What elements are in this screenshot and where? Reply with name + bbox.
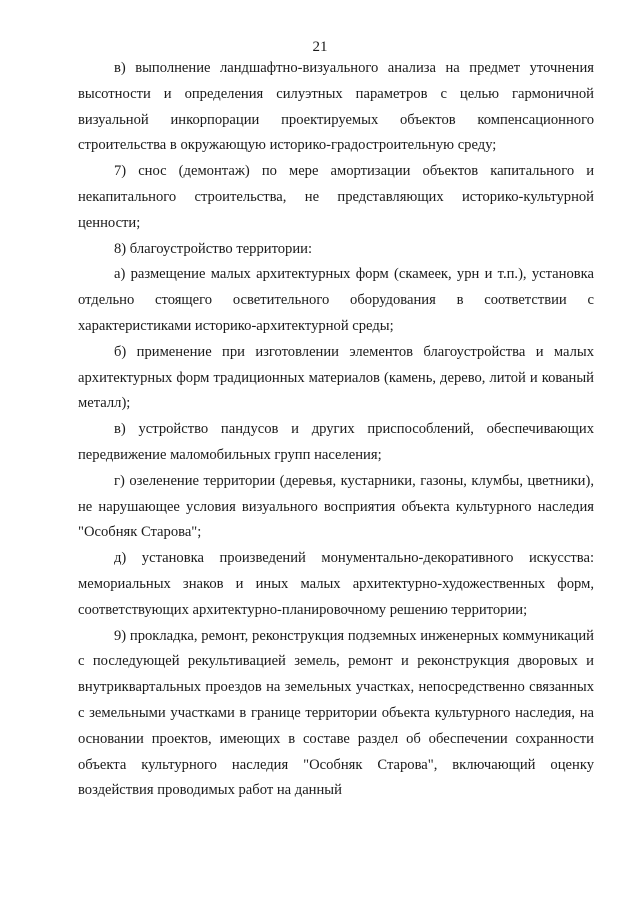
paragraph-greening: г) озеленение территории (деревья, кустарники, газоны, клумбы, цветники), не нарушающее условия визуального восприятия объекта культурного наследия "Особняк Старова"; bbox=[78, 472, 594, 541]
paragraph-ramps: в) устройство пандусов и других приспособлений, обеспечивающих передвижение маломобильных групп населения; bbox=[78, 421, 594, 463]
paragraph-small-forms: а) размещение малых архитектурных форм (скамеек, урн и т.п.), установка отдельно стоящего осветительного оборудования в соответствии с характеристиками историко-архитектурной среды; bbox=[78, 266, 594, 334]
paragraph-monumental-art: д) установка произведений монументально-декоративного искусства: мемориальных знаков и иных малых архитектурно-художественных форм, соответствующих архитектурно-планировочному решению территории; bbox=[78, 550, 594, 618]
paragraph-landscaping-heading: 8) благоустройство территории: bbox=[114, 240, 313, 257]
paragraph-landscape-analysis: в) выполнение ландшафтно-визуального анализа на предмет уточнения высотности и определения силуэтных параметров с целью гармоничной визуальной инкорпорации проектируемых объектов компенсационного строительства в окружающую историко-градостроительную среду; bbox=[78, 60, 594, 154]
paragraph-demolition: 7) снос (демонтаж) по мере амортизации объектов капитального и некапитального строительства, не представляющих историко-культурной ценности; bbox=[78, 163, 594, 231]
paragraph-utilities: 9) прокладка, ремонт, реконструкция подземных инженерных коммуникаций с последующей рекультивацией земель, ремонт и реконструкция дворовых и внутриквартальных проездов на земельных участках, непосредственно связанных с земельными участками в границе территории объекта культурного наследия, на основании проектов, имеющих в составе раздел об обеспечении сохранности объекта культурного наследия "Особняк Старова", включающий оценку воздействия проводимых работ на данный bbox=[78, 627, 594, 799]
paragraph-traditional-materials: б) применение при изготовлении элементов благоустройства и малых архитектурных форм традиционных материалов (камень, дерево, литой и кованый металл); bbox=[78, 343, 594, 412]
document-body bbox=[78, 56, 594, 804]
page-number: 21 bbox=[312, 39, 328, 55]
